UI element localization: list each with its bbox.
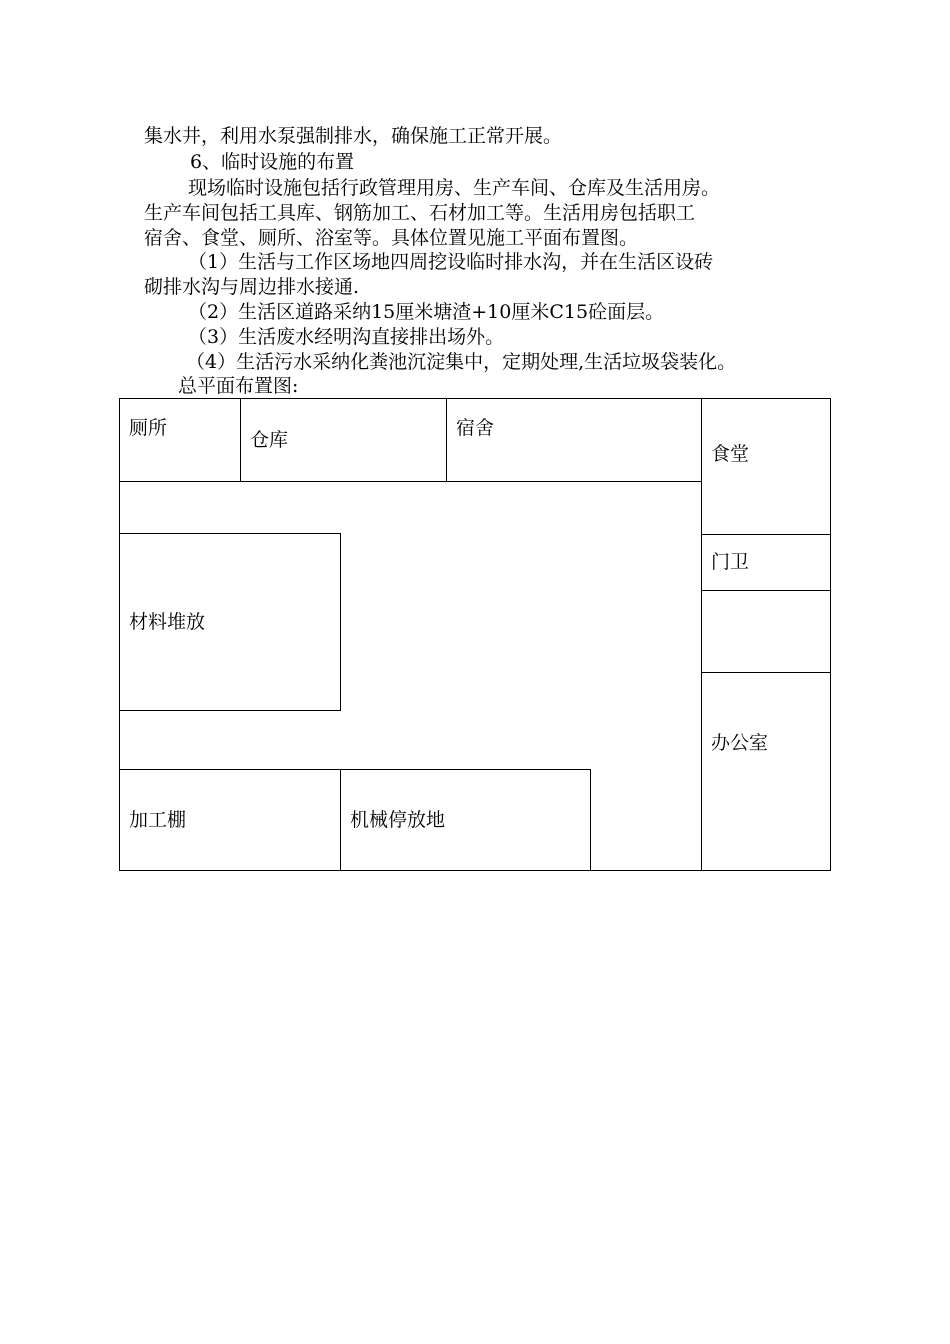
gatehouse-label: 门卫 bbox=[711, 551, 750, 573]
machinery-parking-label: 机械停放地 bbox=[350, 809, 446, 831]
material-storage-label: 材料堆放 bbox=[129, 611, 206, 633]
text-line-6: （1）生活与工作区场地四周挖设临时排水沟，并在生活区设砖 bbox=[188, 251, 714, 273]
plan-caption: 总平面布置图: bbox=[178, 375, 299, 397]
canteen-box bbox=[701, 398, 831, 535]
text-line-4: 生产车间包括工具库、钢筋加工、石材加工等。生活用房包括职工 bbox=[144, 202, 696, 224]
dormitory-label: 宿舍 bbox=[456, 417, 495, 439]
text-line-5: 宿舍、食堂、厕所、浴室等。具体位置见施工平面布置图。 bbox=[144, 227, 639, 249]
empty-box bbox=[701, 590, 831, 673]
office-box bbox=[701, 672, 831, 871]
text-line-8: （2）生活区道路采纳15厘米塘渣+10厘米C15砼面层。 bbox=[188, 301, 665, 323]
processing-shed-label: 加工棚 bbox=[129, 809, 187, 831]
section-heading: 6、临时设施的布置 bbox=[190, 151, 355, 173]
toilet-label: 厕所 bbox=[129, 417, 168, 439]
text-line-3: 现场临时设施包括行政管理用房、生产车间、仓库及生活用房。 bbox=[188, 177, 721, 199]
dormitory-box bbox=[446, 398, 702, 482]
text-line-9: （3）生活废水经明沟直接排出场外。 bbox=[188, 326, 505, 348]
text-line-10: （4）生活污水采纳化粪池沉淀集中，定期处理,生活垃圾袋装化。 bbox=[186, 351, 737, 373]
text-line-7: 砌排水沟与周边排水接通. bbox=[144, 276, 360, 298]
text-line-1: 集水井，利用水泵强制排水，确保施工正常开展。 bbox=[144, 125, 563, 147]
office-label: 办公室 bbox=[711, 732, 769, 754]
toilet-box bbox=[119, 398, 241, 482]
warehouse-label: 仓库 bbox=[250, 429, 289, 451]
canteen-label: 食堂 bbox=[711, 443, 750, 465]
